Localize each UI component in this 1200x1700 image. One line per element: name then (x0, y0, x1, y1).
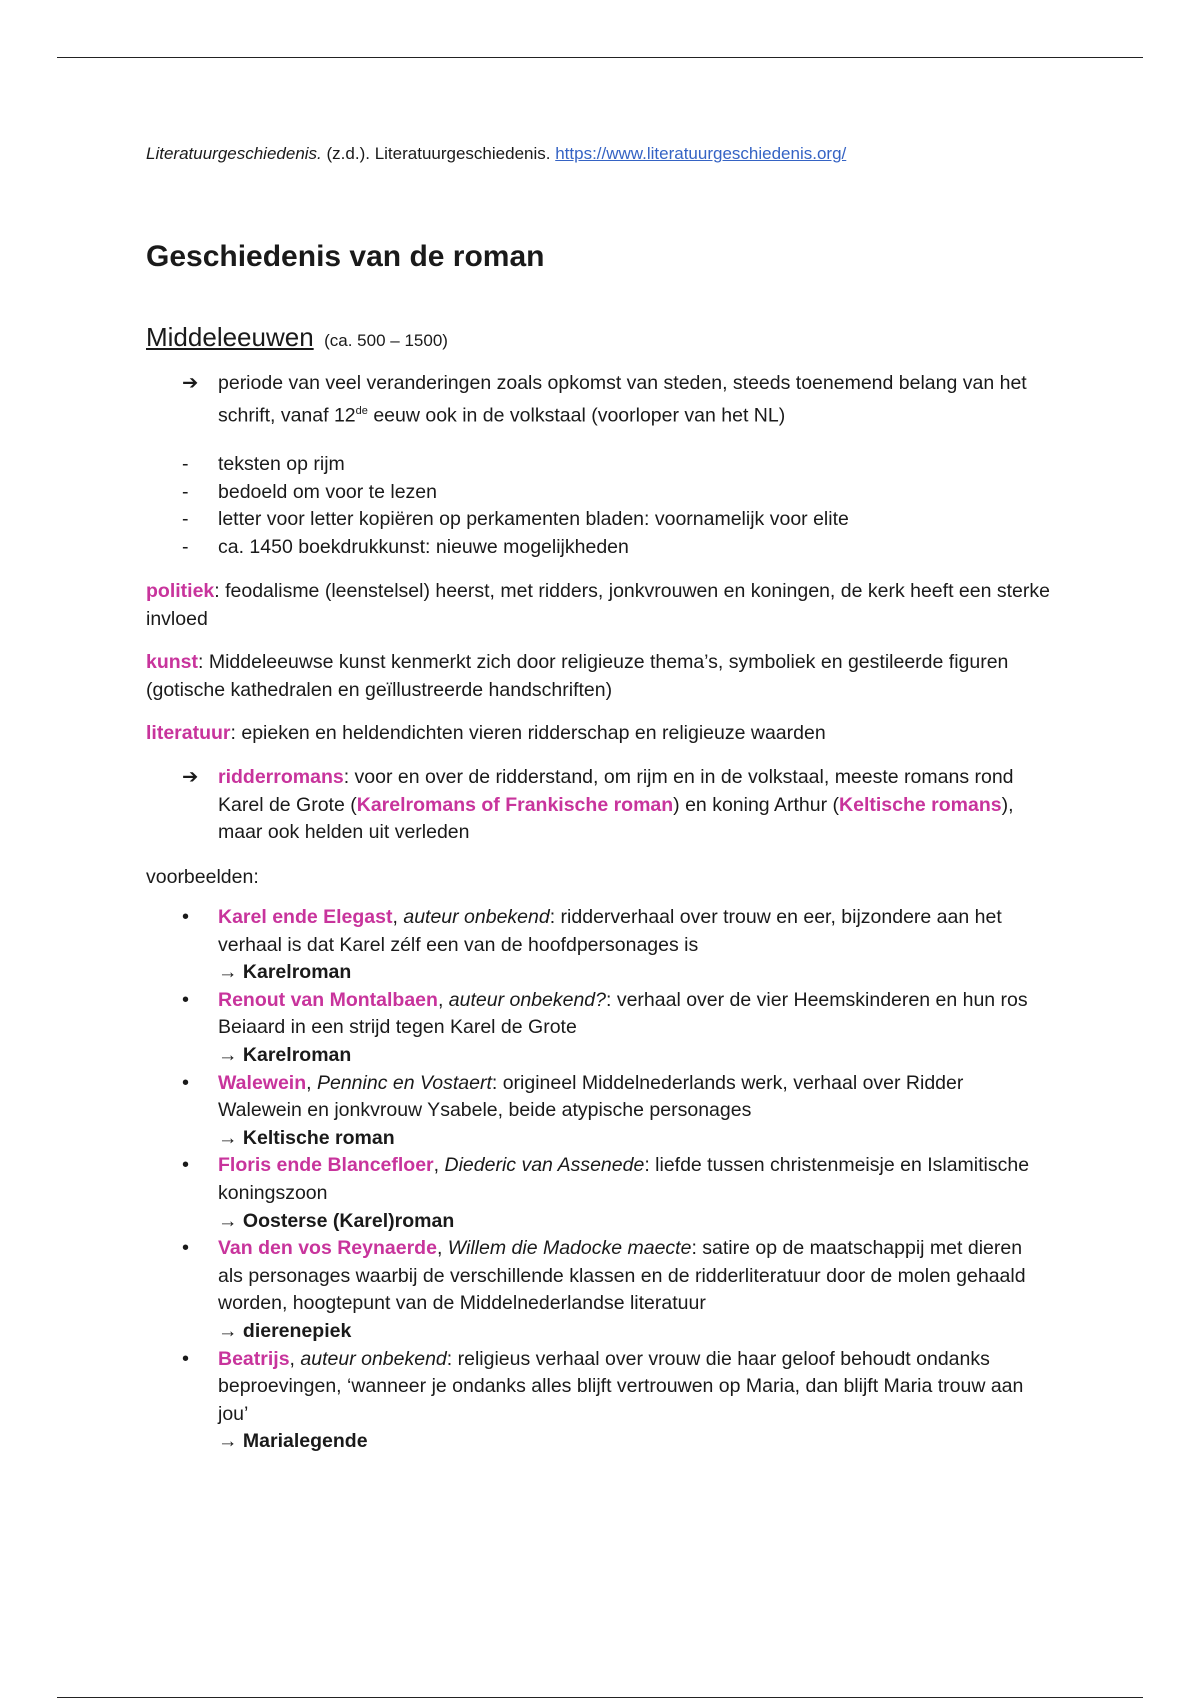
ridderromans-text: ) en koning Arthur ( (673, 793, 840, 816)
kunst-label: kunst (146, 651, 199, 673)
citation-link[interactable]: https://www.literatuurgeschiedenis.org/ (555, 144, 847, 163)
example-desc: : verhaal over de vier Heemskinderen en hun ros Beiaard in een strijd tegen Karel de Grote (218, 988, 1028, 1039)
citation-source: Literatuurgeschiedenis. (146, 144, 322, 163)
example-category: → Marialegende (218, 1430, 368, 1453)
example-desc: : ridderverhaal over trouw en eer, bijzondere aan het verhaal is dat Karel zélf een van de hoofdpersonages is (218, 906, 1002, 956)
karelromans-term: Karelromans of Frankische roman (356, 793, 674, 816)
kunst-paragraph (146, 649, 1076, 704)
example-item: • Renout van Montalbaen, auteur onbekend?: verhaal over de vier Heemskinderen en hun ros Beiaard in een strijd tegen Karel de Grote → Karelroman (182, 987, 1042, 1070)
list-item: - bedoeld om voor te lezen (182, 479, 849, 507)
example-title: Van den vos Reynaerde (218, 1237, 437, 1260)
example-title: Walewein (218, 1071, 307, 1094)
example-desc: : religieus verhaal over vrouw die haar geloof behoudt ondanks beproevingen, ‘wanneer je ondanks alles blijft vertrouwen op Maria, dan blijft Maria trouw aan jou’ (218, 1347, 1024, 1425)
keltische-term: Keltische romans (839, 793, 1002, 816)
list-item: - letter voor letter kopiëren op perkamenten bladen: voornamelijk voor elite (182, 506, 849, 534)
ridderromans-text: : voor en over de ridderstand, om rijm en in de volkstaal, meeste romans rond Karel de Grote ( (218, 766, 1014, 816)
example-category: → Keltische roman (218, 1126, 395, 1149)
example-desc: : origineel Middelnederlands werk, verhaal over Ridder Walewein en jonkvrouw Ysabele, beide atypische personages (218, 1071, 964, 1122)
intro-sup: de (355, 404, 368, 417)
example-item: • Van den vos Reynaerde, Willem die Madocke maecte: satire op de maatschappij met dieren als personages waarbij de verschillende klassen en de ridderliteratuur door de molen gehaald worden, hoogtepunt van de Middelnederlandse literatuur → dierenepiek (182, 1235, 1042, 1345)
politiek-paragraph (146, 578, 1076, 633)
example-desc: : liefde tussen christenmeisje en Islamitische koningszoon (218, 1154, 1030, 1204)
example-category: → Karelroman (218, 1043, 352, 1066)
example-title: Karel ende Elegast (218, 906, 393, 928)
voorbeelden-label: voorbeelden: (146, 866, 259, 888)
intro-arrow-item (182, 370, 1042, 430)
example-title: Beatrijs (218, 1347, 290, 1370)
section-title: Middeleeuwen (146, 322, 314, 352)
section-heading (146, 322, 448, 353)
example-title: Floris ende Blancefloer (218, 1154, 434, 1177)
example-item: • Karel ende Elegast, auteur onbekend: ridderverhaal over trouw en eer, bijzondere aan het verhaal is dat Karel zélf een van de hoofdpersonages is → Karelroman (182, 904, 1042, 987)
section-period: (ca. 500 – 1500) (324, 331, 448, 350)
arrow-icon: ➔ (182, 766, 199, 788)
ridderromans-term: ridderromans (218, 766, 344, 788)
example-item: • Beatrijs, auteur onbekend: religieus verhaal over vrouw die haar geloof behoudt ondanks beproevingen, ‘wanneer je ondanks alles blijft vertrouwen op Maria, dan blijft Maria trouw aan jou’ → Marialegende (182, 1346, 1042, 1456)
example-category: → Oosterse (Karel)roman (218, 1209, 455, 1232)
intro-text: periode van veel veranderingen zoals opkomst van steden, steeds toenemend belang van het schrift, vanaf 12 (218, 372, 1027, 426)
example-author: Diederic van Assenede (444, 1154, 645, 1177)
examples-list (182, 904, 1042, 1456)
example-author: auteur onbekend (403, 906, 550, 928)
arrow-icon: ➔ (182, 372, 199, 394)
page-title: Geschiedenis van de roman (146, 240, 545, 273)
citation (146, 144, 846, 164)
citation-publisher: Literatuurgeschiedenis. (374, 144, 551, 163)
example-item: • Floris ende Blancefloer, Diederic van Assenede: liefde tussen christenmeisje en Islamitische koningszoon → Oosterse (Karel)roman (182, 1152, 1042, 1235)
example-author: Willem die Madocke maecte (447, 1237, 692, 1260)
example-author: Penninc en Vostaert (316, 1071, 492, 1094)
example-author: auteur onbekend (300, 1347, 447, 1370)
top-rule (57, 57, 1143, 58)
politiek-label: politiek (146, 580, 215, 602)
example-category: → Karelroman (218, 961, 352, 984)
ridderromans-text: ), maar ook helden uit verleden (218, 793, 1014, 843)
literatuur-label: literatuur (146, 722, 231, 744)
list-item: - ca. 1450 boekdrukkunst: nieuwe mogelijkheden (182, 534, 849, 562)
intro-text-after: eeuw ook in de volkstaal (voorloper van het NL) (367, 404, 786, 426)
example-title: Renout van Montalbaen (218, 988, 438, 1011)
literatuur-paragraph (146, 720, 1076, 748)
literatuur-text: : epieken en heldendichten vieren ridderschap en religieuze waarden (230, 722, 826, 744)
feature-list (182, 451, 849, 561)
example-item: • Walewein, Penninc en Vostaert: origineel Middelnederlands werk, verhaal over Ridder Walewein en jonkvrouw Ysabele, beide atypische personages → Keltische roman (182, 1070, 1042, 1153)
politiek-text: : feodalisme (leenstelsel) heerst, met ridders, jonkvrouwen en koningen, de kerk heeft een sterke invloed (146, 580, 1050, 630)
bottom-rule (57, 1697, 1143, 1698)
citation-year: (z.d.). (326, 144, 370, 163)
example-author: auteur onbekend? (448, 988, 606, 1011)
example-desc: : satire op de maatschappij met dieren als personages waarbij de verschillende klassen en de ridderliteratuur door de molen gehaald worden, hoogtepunt van de Middelnederlandse literatuur (218, 1237, 1026, 1315)
ridderromans-arrow-item (182, 764, 1042, 847)
example-category: → dierenepiek (218, 1319, 352, 1342)
list-item: - teksten op rijm (182, 451, 849, 479)
kunst-text: : Middeleeuwse kunst kenmerkt zich door religieuze thema’s, symboliek en gestileerde figuren (gotische kathedralen en geïllustreerde handschriften) (146, 651, 1009, 701)
